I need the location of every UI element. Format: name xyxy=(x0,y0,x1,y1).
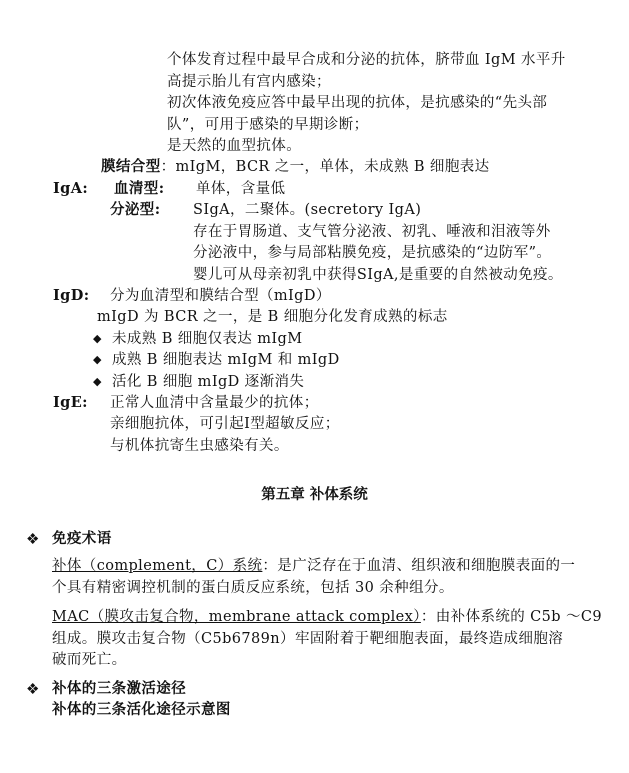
igm-line-1: 个体发育过程中最早合成和分泌的抗体，脐带血 IgM 水平升 xyxy=(167,52,566,68)
mac-definition-line-3: 破而死亡。 xyxy=(52,652,127,668)
iga-label: IgA: xyxy=(53,180,89,197)
ige-line-1: 正常人血清中含量最少的抗体； xyxy=(110,395,319,411)
pathways-subheading: 补体的三条活化途径示意图 xyxy=(52,701,231,718)
igm-line-2: 高提示胎儿有宫内感染； xyxy=(167,74,331,90)
ige-line-3: 与机体抗寄生虫感染有关。 xyxy=(110,438,289,454)
iga-serum-label: 血清型: xyxy=(114,180,165,197)
iga-secretory-line-1: SIgA，二聚体。(secretory IgA) xyxy=(193,202,422,218)
complement-def-text-1: ：是广泛存在于血清、组织液和细胞膜表面的一 xyxy=(262,558,576,574)
iga-secretory-line-3: 分泌液中，参与局部粘膜免疫，是抗感染的“边防军”。 xyxy=(193,245,552,261)
mac-definition-line-1 xyxy=(52,607,602,627)
complement-definition-line-2: 个具有精密调控机制的蛋白质反应系统，包括 30 余种组分。 xyxy=(52,580,454,596)
ige-label: IgE: xyxy=(53,394,88,411)
diamond-bullet-icon: ◆ xyxy=(93,375,102,388)
igd-line-1: 分为血清型和膜结合型（mIgD） xyxy=(110,288,331,304)
mac-definition-line-2: 组成。膜攻击复合物（C5b6789n）牢固附着于靶细胞表面，最终造成细胞溶 xyxy=(52,631,564,647)
igm-membrane-line xyxy=(101,157,490,177)
diamond-bullet-icon: ◆ xyxy=(93,353,102,366)
iga-secretory-line-4: 婴儿可从母亲初乳中获得SIgA,是重要的自然被动免疫。 xyxy=(193,267,563,283)
ige-line-2: 亲细胞抗体，可引起Ⅰ型超敏反应； xyxy=(110,416,340,432)
igd-bullet-1: 未成熟 B 细胞仅表达 mIgM xyxy=(112,331,303,347)
igm-line-4: 队”，可用于感染的早期诊断； xyxy=(167,117,369,133)
igd-label: IgD: xyxy=(53,287,90,304)
igd-bullet-2: 成熟 B 细胞表达 mIgM 和 mIgD xyxy=(112,352,340,368)
mac-def-text-1: ：由补体系统的 C5b ～C9 xyxy=(420,609,603,625)
igm-membrane-text: ：mIgM，BCR 之一，单体，未成熟 B 细胞表达 xyxy=(160,159,490,175)
igd-bullet-3: 活化 B 细胞 mIgD 逐渐消失 xyxy=(112,374,305,390)
complement-definition-line-1 xyxy=(52,556,575,576)
four-diamond-icon: ❖ xyxy=(26,680,40,698)
igm-line-5: 是天然的血型抗体。 xyxy=(167,138,302,154)
mac-term: MAC（膜攻击复合物，membrane attack complex） xyxy=(52,609,421,625)
four-diamond-icon: ❖ xyxy=(26,530,40,548)
igd-line-2: mIgD 为 BCR 之一，是 B 细胞分化发育成熟的标志 xyxy=(97,309,448,325)
complement-term: 补体（complement，C）系统 xyxy=(52,558,263,574)
iga-secretory-label: 分泌型: xyxy=(110,201,161,218)
terms-heading: 免疫术语 xyxy=(52,530,112,547)
igm-membrane-label: 膜结合型 xyxy=(101,158,161,175)
pathways-heading: 补体的三条激活途径 xyxy=(52,680,187,697)
diamond-bullet-icon: ◆ xyxy=(93,332,102,345)
iga-secretory-line-2: 存在于胃肠道、支气管分泌液、初乳、唾液和泪液等外 xyxy=(193,224,551,240)
igm-line-3: 初次体液免疫应答中最早出现的抗体，是抗感染的“先头部 xyxy=(167,95,548,111)
chapter-title: 第五章 补体系统 xyxy=(261,486,368,503)
iga-serum-text: 单体，含量低 xyxy=(196,181,286,197)
